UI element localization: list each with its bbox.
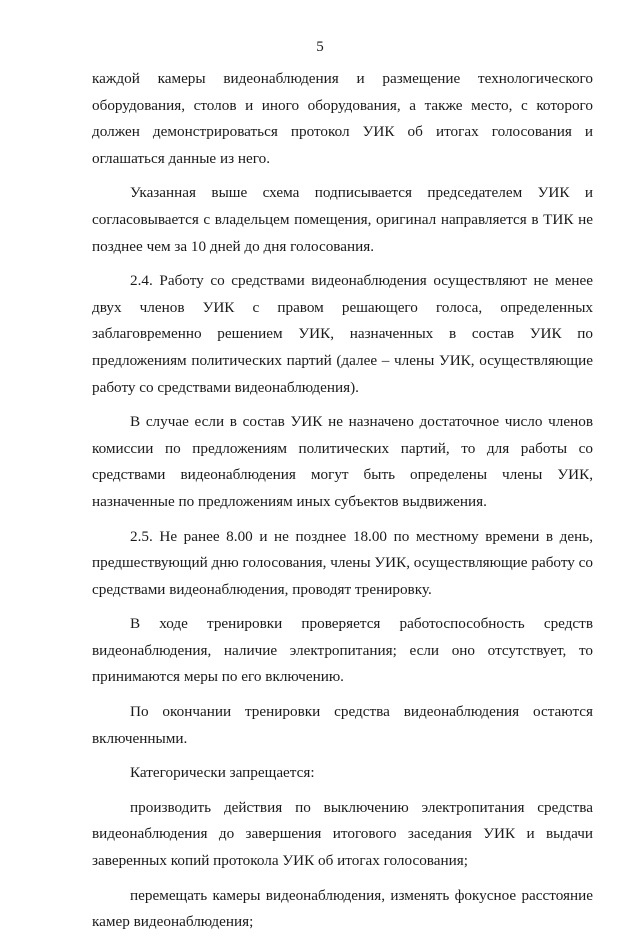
paragraph-7: По окончании тренировки средства видеонаблюдения остаются включенными. — [92, 703, 593, 747]
paragraph-9: производить действия по выключению электропитания средства видеонаблюдения до завершения итогового заседания УИК и выдачи заверенных копий протокола УИК об итогах голосования; — [92, 798, 593, 870]
page-number: 5 — [316, 39, 324, 55]
paragraph-1: каждой камеры видеонаблюдения и размещение технологического оборудования, столов и иного оборудования, а также место, с которого должен демонстрироваться протокол УИК об итогах голосования и оглашаться данные из него. — [92, 70, 593, 167]
paragraph-3: 2.4. Работу со средствами видеонаблюдения осуществляют не менее двух членов УИК с правом решающего голоса, определенных заблаговременно решением УИК, назначенных в состав УИК по предложениям политических партий (далее – члены УИК, осуществляющие работу со средствами видеонаблюдения). — [92, 272, 593, 396]
paragraph-8: Категорически запрещается: — [130, 764, 315, 782]
document-body — [92, 66, 593, 944]
paragraph-5: 2.5. Не ранее 8.00 и не позднее 18.00 по местному времени в день, предшествующий дню голосования, члены УИК, осуществляющие работу со средствами видеонаблюдения, проводят тренировку. — [92, 527, 593, 598]
paragraph-10: перемещать камеры видеонаблюдения, изменять фокусное расстояние камер видеонаблюдения; — [92, 886, 593, 931]
paragraph-2: Указанная выше схема подписывается председателем УИК и согласовывается с владельцем помещения, оригинал направляется в ТИК не позднее чем за 10 дней до дня голосования. — [92, 184, 593, 255]
paragraph-6: В ходе тренировки проверяется работоспособность средств видеонаблюдения, наличие электропитания; если оно отсутствует, то принимаются меры по его включению. — [92, 615, 593, 686]
paragraph-4: В случае если в состав УИК не назначено достаточное число членов комиссии по предложениям политических партий, то для работы со средствами видеонаблюдения могут быть определены члены УИК, назначенные по предложениям иных субъектов выдвижения. — [92, 413, 593, 510]
